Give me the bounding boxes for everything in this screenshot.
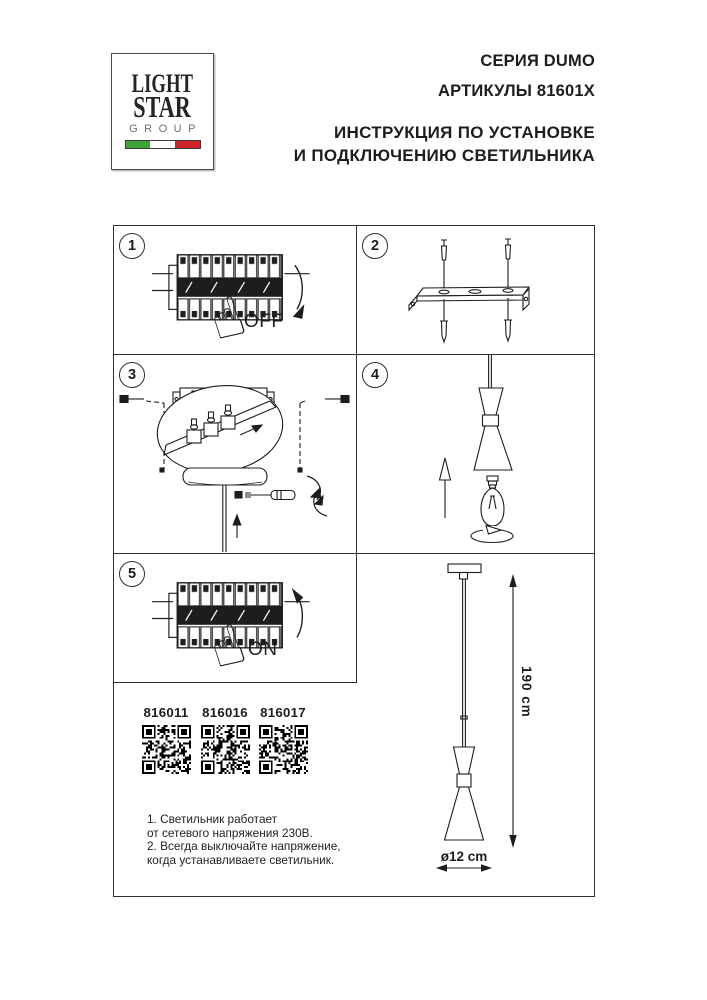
diameter-dimension-label: ø12 cm: [440, 849, 488, 864]
qr-code: [259, 725, 308, 774]
step4-panel: [357, 355, 593, 552]
step4-bulb-illustration: [357, 355, 593, 552]
detail-magnifier-bubble: [152, 378, 289, 481]
qr-article-label: 816011: [143, 705, 189, 720]
circuit-breaker-diagram: [152, 583, 310, 671]
lamp-shade: [445, 747, 484, 840]
qr-code: [201, 725, 250, 774]
bracket-hole: [503, 289, 513, 293]
bracket-hole: [439, 290, 449, 294]
step2-bracket-illustration: [357, 226, 593, 353]
instruction-grid: [113, 225, 595, 897]
qr-block-816017: [257, 705, 309, 779]
height-dimension-label: 190 cm: [519, 666, 534, 718]
on-label: ON: [248, 639, 278, 660]
screwdriver-icon: [245, 491, 295, 500]
series-title: СЕРИЯ DUMO: [480, 52, 595, 70]
lightstar-logo: [111, 53, 214, 170]
step5-number-badge: 5: [119, 561, 145, 587]
qr-article-label: 816016: [202, 705, 248, 720]
qr-article-label: 816017: [260, 705, 306, 720]
italian-flag-bar: [125, 140, 201, 149]
bracket-hole: [469, 290, 481, 294]
screw-icon: [441, 240, 447, 288]
step3-number-badge: 3: [119, 362, 145, 388]
logo-word-group: GROUP: [129, 123, 202, 135]
light-bulb-icon: [481, 476, 504, 526]
circuit-breaker-diagram: [152, 255, 310, 343]
step4-number-badge: 4: [362, 362, 388, 388]
qr-block-816016: [199, 705, 251, 779]
safety-notes: [147, 813, 341, 867]
suspension-rod: [463, 579, 466, 747]
step1-breaker-off-illustration: [150, 238, 318, 343]
note-line: 2. Всегда выключайте напряжение,: [147, 839, 341, 854]
screw-icon: [325, 396, 349, 403]
lamp-dimensions-panel: [357, 554, 593, 895]
ceiling-plate: [448, 564, 481, 573]
logo-word-light: LIGHT: [131, 69, 194, 99]
articles-title: АРТИКУЛЫ 81601X: [438, 82, 595, 100]
logo-word-star: STAR: [133, 90, 192, 124]
screw-icon: [504, 298, 512, 341]
header: [294, 46, 595, 167]
flag-red: [175, 141, 200, 148]
flag-white: [150, 141, 175, 148]
step5-breaker-on-illustration: [150, 566, 318, 671]
screw-icon: [120, 396, 144, 403]
qr-block-816011: [140, 705, 192, 779]
cord: [489, 355, 492, 388]
step2-panel: [357, 226, 593, 353]
flag-green: [126, 141, 151, 148]
step3-mounting-illustration: [114, 355, 355, 552]
arrow-up-icon: [440, 458, 451, 518]
step3-panel: [114, 355, 355, 552]
qr-code: [142, 725, 191, 774]
note-line: 1. Светильник работает: [147, 812, 278, 826]
off-label: OFF: [244, 311, 284, 332]
suspension-rod: [223, 485, 226, 552]
lamp-shade: [474, 388, 512, 470]
step5-panel: [114, 554, 355, 681]
note-line: от сетевого напряжения 230В.: [147, 825, 313, 840]
screw-icon: [505, 239, 511, 287]
step1-panel: [114, 226, 355, 353]
step2-number-badge: 2: [362, 233, 388, 259]
ceiling-canopy: [183, 468, 267, 485]
instruction-title-line2: И ПОДКЛЮЧЕНИЮ СВЕТИЛЬНИКА: [293, 146, 595, 165]
set-screw: [235, 492, 242, 499]
pendant-lamp-drawing: [357, 554, 593, 895]
arrow-down-icon: [295, 265, 302, 309]
instruction-title-line1: ИНСТРУКЦИЯ ПО УСТАНОВКЕ: [334, 123, 595, 142]
note-line: когда устанавливаете светильник.: [147, 852, 335, 867]
step1-number-badge: 1: [119, 233, 145, 259]
qr-and-notes-area: [114, 683, 355, 895]
screw-icon: [440, 299, 448, 342]
